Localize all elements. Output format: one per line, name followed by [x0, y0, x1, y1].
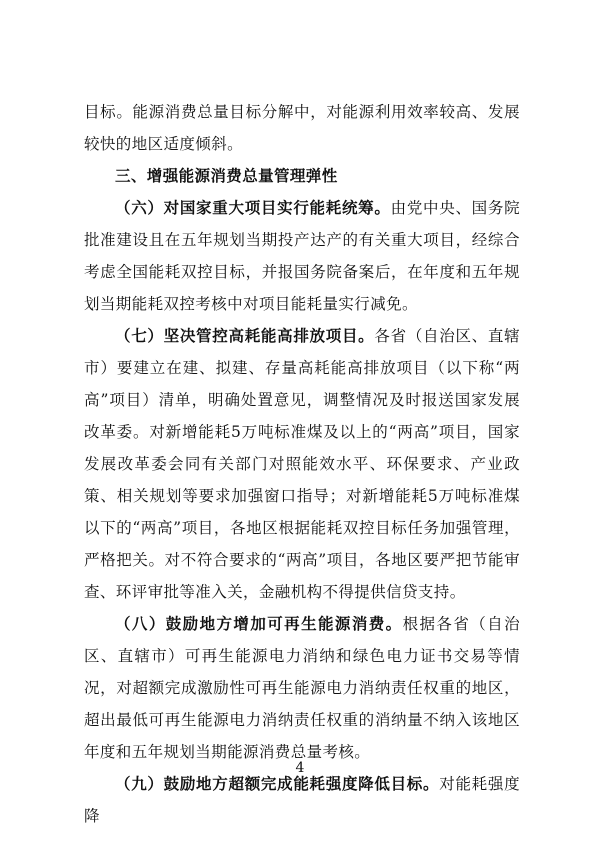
paragraph-lead: （六）对国家重大项目实行能耗统筹。	[115, 198, 391, 217]
paragraph-lead: （七）坚决管控高耗能高排放项目。	[115, 326, 375, 345]
paragraph-text: 目标。能源消费总量目标分解中，对能源利用效率较高、发展较快的地区适度倾斜。	[84, 103, 520, 153]
paragraph-text: 由党中央、国务院批准建设且在五年规划当期投产达产的有关重大项目，经综合考虑全国能耗双控目标，并报国务院备案后，在年度和五年规划当期能耗双控考核中对项目能耗量实行减免。	[84, 199, 520, 313]
paragraph-text: 根据各省（自治区、直辖市）可再生能源电力消纳和绿色电力证书交易等情况，对超额完成激励性可再生能源电力消纳责任权重的地区，超出最低可再生能源电力消纳责任权重的消纳量不纳入该地区年度和五年规划当期能源消费总量考核。	[84, 615, 520, 761]
paragraph-item-6	[84, 192, 520, 320]
paragraph-item-8	[84, 608, 520, 768]
paragraph-text: 各省（自治区、直辖市）要建立在建、拟建、存量高耗能高排放项目（以下称“两高”项目）清单，明确处置意见，调整情况及时报送国家发展改革委。对新增能耗5万吨标准煤及以上的“两高”项目，国家发展改革委会同有关部门对照能效水平、环保要求、产业政策、相关规划等要求加强窗口指导；对新增能耗5万吨标准煤以下的“两高”项目，各地区根据能耗双控目标任务加强管理，严格把关。对不符合要求的“两高”项目，各地区要严把节能审查、环评审批等准入关，金融机构不得提供信贷支持。	[84, 327, 520, 601]
paragraph-item-7	[84, 320, 520, 608]
page-number: 4	[295, 760, 305, 776]
body-text	[84, 96, 520, 832]
paragraph-text: 对能耗强度降	[84, 775, 520, 825]
paragraph-continued	[84, 96, 520, 160]
section-heading: 三、增强能源消费总量管理弹性	[115, 167, 338, 185]
paragraph-lead: （九）鼓励地方超额完成能耗强度降低目标。	[115, 774, 440, 793]
paragraph-lead: （八）鼓励地方增加可再生能源消费。	[115, 614, 403, 633]
